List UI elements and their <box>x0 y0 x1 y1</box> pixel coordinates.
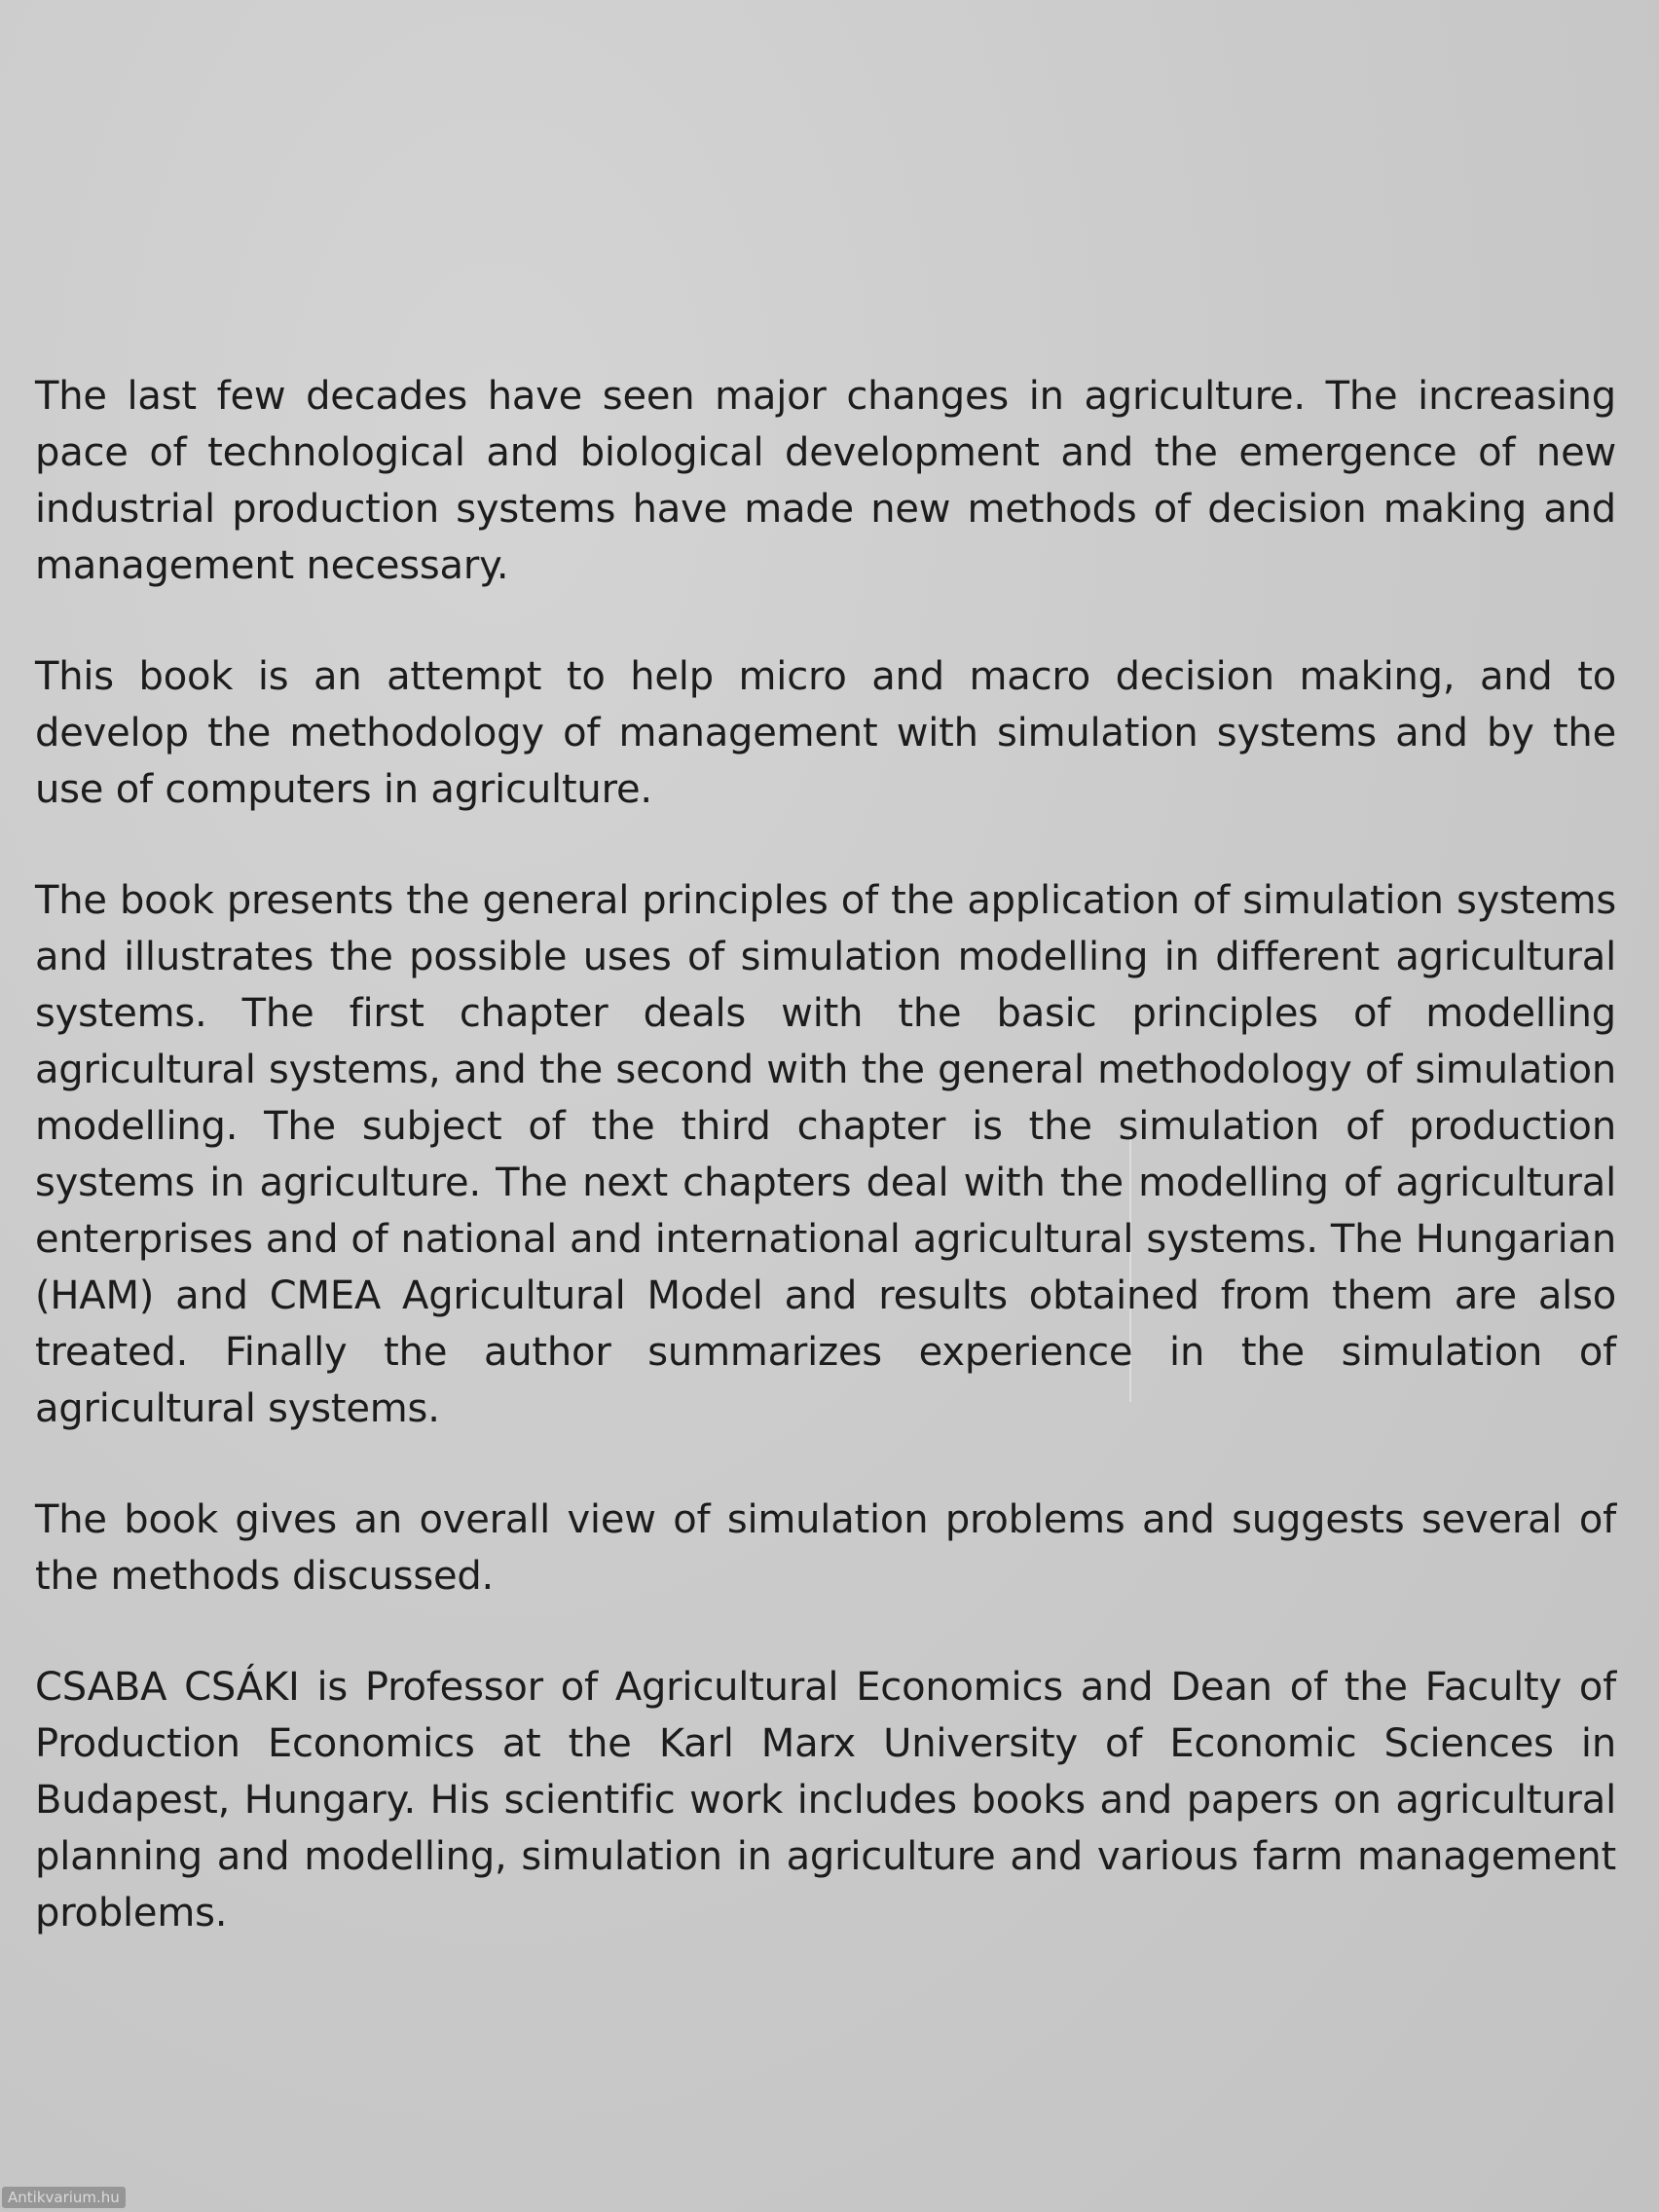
overview-paragraph: The book gives an overall view of simulation problems and suggests several of the methods discussed. <box>35 1497 1616 1599</box>
contents-paragraph: The book presents the general principles of the application of simulation systems and illustrates the possible uses of simulation modelling in different agricultural systems. The first chapter deals with the basic principles of modelling agricultural systems, and the second with the general methodology of simulation modelling. The subject of the third chapter is the simulation of production systems in agriculture. The next chapters deal with the modelling of agricultural enterprises and of national and international agricultural systems. The Hungarian (HAM) and CMEA Agricultural Model and results obtained from them are also treated. Finally the author summarizes experience in the simulation of agricultural systems. <box>35 878 1616 1431</box>
author-bio-paragraph: CSABA CSÁKI is Professor of Agricultural Economics and Dean of the Faculty of Production Economics at the Karl Marx University of Economic Sciences in Budapest, Hungary. His scientific work includes books and papers on agricultural planning and modelling, simulation in agriculture and various farm management problems. <box>35 1665 1616 1936</box>
source-watermark: Antikvarium.hu <box>2 2187 126 2208</box>
back-cover-blurb <box>35 368 1616 1941</box>
purpose-paragraph: This book is an attempt to help micro and macro decision making, and to develop the methodology of management with simulation systems and by the use of computers in agriculture. <box>35 654 1616 812</box>
intro-paragraph: The last few decades have seen major changes in agriculture. The increasing pace of technological and biological development and the emergence of new industrial production systems have made new methods of decision making and management necessary. <box>35 374 1616 588</box>
